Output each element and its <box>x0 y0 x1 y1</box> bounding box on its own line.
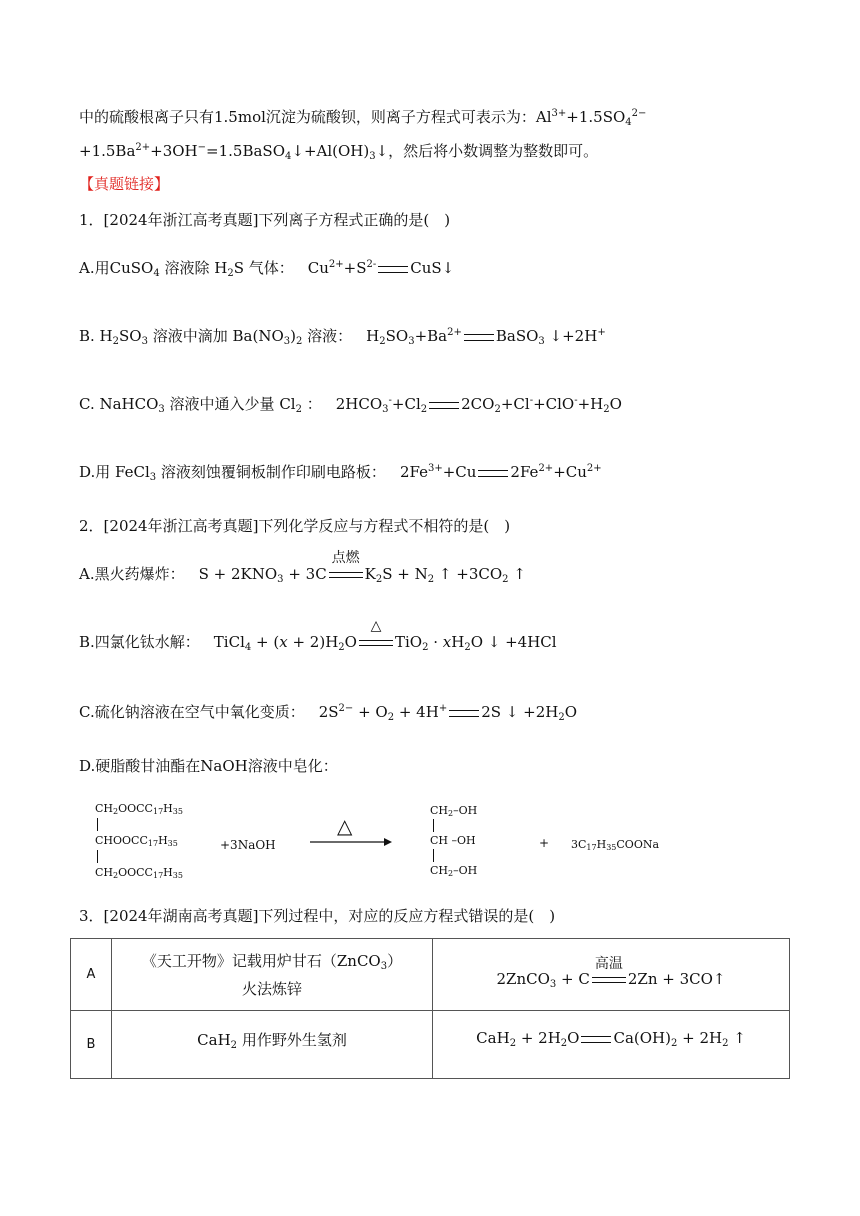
row-description: CaH$_2$ 用作野外生氢剂 <box>112 1011 433 1079</box>
condition-heat-scheme: △ <box>337 814 353 838</box>
q1-option-a: A.用CuSO$_4$ 溶液除 $H_2S$ 气体： $Cu^{2+}+S^{2-}$ CuS↓ <box>79 259 455 279</box>
product-row-3: $CH_2-OH$ <box>430 864 478 878</box>
product-row-2: CH –OH <box>430 834 476 847</box>
q1-option-c: C. NaHCO$_3$ 溶液中通入少量 $Cl_2$ ： $2HCO_3^-+Cl_2$ $2CO_2+Cl^-+ClO^-+H_2O$ <box>79 395 622 415</box>
q1-stem: 1．[2024年浙江高考真题]下列离子方程式正确的是( ) <box>79 211 451 229</box>
row-description <box>112 939 433 1011</box>
reactant-row-1: $CH_2OOCC_{17}H_{35}$ <box>95 802 183 816</box>
reactant-row-2: $CHOOCC_{17}H_{35}$ <box>95 834 178 848</box>
plus-sign: + <box>539 836 550 850</box>
q2-option-a: A.黑火药爆炸： $S + 2KNO_3 + 3C$ 点燃 $K_2S + N_2$ ↑ $+3CO_2$ ↑ <box>79 550 526 585</box>
q2-option-d: D.硬脂酸甘油酯在NaOH溶液中皂化： <box>79 757 338 775</box>
row-desc-line: 火法炼锌 <box>241 979 302 998</box>
intro-line-1: 中的硫酸根离子只有1.5mol沉淀为硫酸钡，则离子方程式可表示为：$Al^{3+}+1.5SO_4^{2-}$ <box>79 108 647 128</box>
bond-line <box>433 819 434 832</box>
reagent-naoh: +3NaOH <box>220 838 276 852</box>
row-label: B <box>71 1011 112 1079</box>
q1-option-b: B. $H_2SO_3$ 溶液中滴加 $Ba(NO_3)_2$ 溶液： $H_2SO_3+Ba^{2+}$ BaSO$_3$ ↓+2H+ <box>79 327 606 347</box>
q3-stem: 3．[2024年湖南高考真题]下列过程中，对应的反应方程式错误的是( ) <box>79 907 556 925</box>
table-row <box>71 1011 790 1079</box>
saponification-scheme <box>95 800 695 890</box>
q3-table <box>70 938 790 1079</box>
table-row <box>71 939 790 1011</box>
condition-heat: △ <box>370 618 382 634</box>
row-equation: $CaH_2 + 2H_2O$ $Ca(OH)_2 + 2H_2$ ↑ <box>433 1011 790 1079</box>
condition-ignite: 点燃 <box>331 550 360 566</box>
q1-option-d: D.用 FeCl$_3$ 溶液刻蚀覆铜板制作印刷电路板： $2Fe^{3+}+Cu$ $2Fe^{2+}+Cu^{2+}$ <box>79 463 602 483</box>
reactant-row-3: $CH_2OOCC_{17}H_{35}$ <box>95 866 183 880</box>
row-equation: 2ZnCO$_3$ + C 高温 2Zn + 3CO↑ <box>433 939 790 1011</box>
row-desc-line: 《天工开物》记载用炉甘石（ZnCO$_3$） <box>141 951 403 972</box>
q2-option-b: B.四氯化钛水解： TiCl$_4$ + $(x + 2)H_2O$ △ $TiO_2 \cdot xH_2O$ ↓ +4HCl <box>79 618 557 653</box>
product-sodium-stearate: $3C_{17}H_{35}COONa$ <box>571 838 660 852</box>
reaction-arrow <box>310 836 392 848</box>
condition-high-temp: 高温 <box>594 956 623 972</box>
q2-option-c: C.硫化钠溶液在空气中氧化变质： $2S^{2-} + O_2 + 4H^+$ 2S ↓ $+2H_2O$ <box>79 703 578 723</box>
section-heading: 【真题链接】 <box>79 175 170 193</box>
q2-stem: 2．[2024年浙江高考真题]下列化学反应与方程式不相符的是( ) <box>79 517 511 535</box>
product-row-1: $CH_2-OH$ <box>430 804 478 818</box>
bond-line <box>97 850 98 863</box>
bond-line <box>97 818 98 831</box>
row-label: A <box>71 939 112 1011</box>
bond-line <box>433 849 434 862</box>
intro-line-2: $+1.5Ba^{2+}+3OH^-=1.5BaSO_4↓+Al(OH)_3↓$，然后将小数调整为整数即可。 <box>79 142 599 162</box>
